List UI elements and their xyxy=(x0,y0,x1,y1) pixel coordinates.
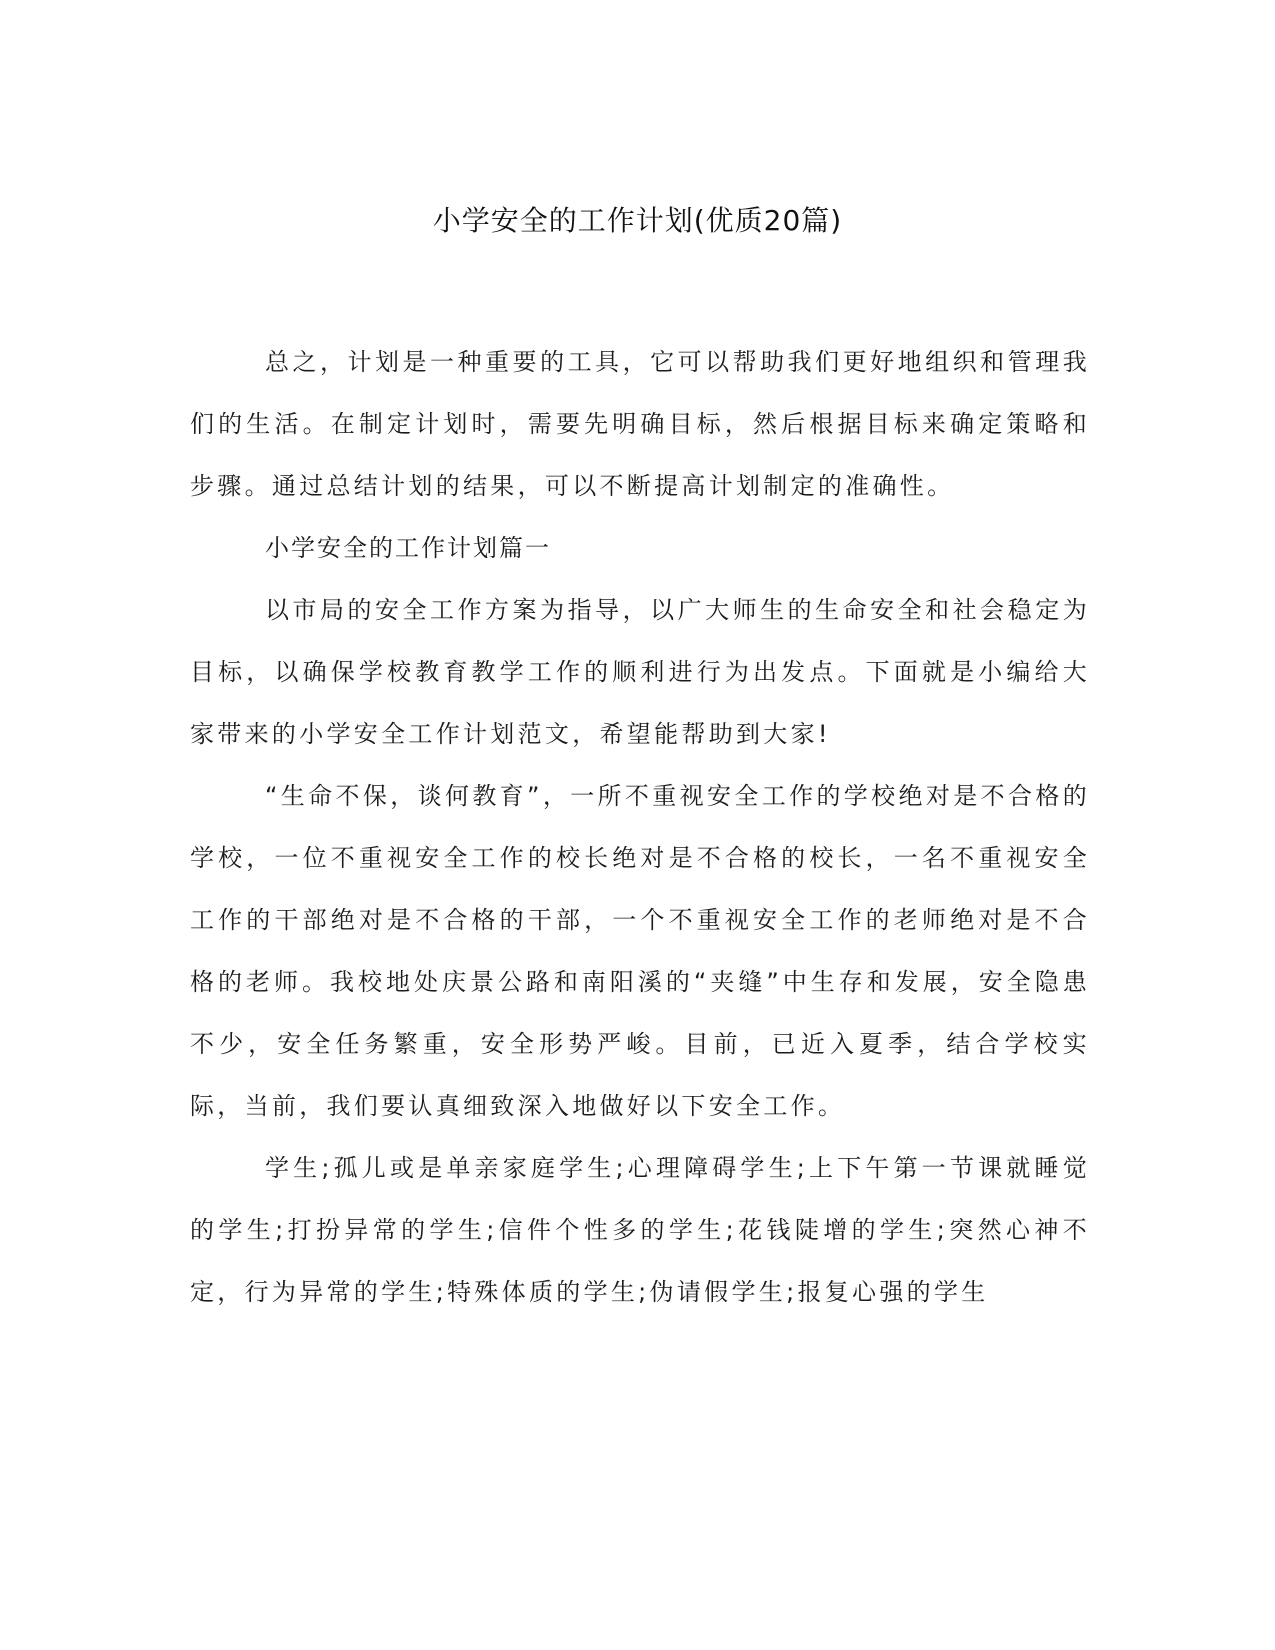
document-body xyxy=(190,331,1090,1323)
paragraph-intro: 以市局的安全工作方案为指导，以广大师生的生命安全和社会稳定为目标，以确保学校教育教学工作的顺利进行为出发点。下面就是小编给大家带来的小学安全工作计划范文，希望能帮助到大家! xyxy=(190,596,1090,748)
section-heading: 小学安全的工作计划篇一 xyxy=(265,534,551,562)
paragraph-summary: 总之，计划是一种重要的工具，它可以帮助我们更好地组织和管理我们的生活。在制定计划时，需要先明确目标，然后根据目标来确定策略和步骤。通过总结计划的结果，可以不断提高计划制定的准确性。 xyxy=(190,348,1090,500)
paragraph-safety-importance: “生命不保，谈何教育”，一所不重视安全工作的学校绝对是不合格的学校，一位不重视安全工作的校长绝对是不合格的校长，一名不重视安全工作的干部绝对是不合格的干部，一个不重视安全工作的老师绝对是不合格的老师。我校地处庆景公路和南阳溪的“夹缝”中生存和发展，安全隐患不少，安全任务繁重，安全形势严峻。目前，已近入夏季，结合学校实际，当前，我们要认真细致深入地做好以下安全工作。 xyxy=(190,782,1090,1120)
paragraph-student-list: 学生;孤儿或是单亲家庭学生;心理障碍学生;上下午第一节课就睡觉的学生;打扮异常的学生;信件个性多的学生;花钱陡增的学生;突然心神不定，行为异常的学生;特殊体质的学生;伪请假学生;报复心强的学生 xyxy=(190,1154,1090,1306)
document-title: 小学安全的工作计划(优质20篇) xyxy=(432,204,843,237)
